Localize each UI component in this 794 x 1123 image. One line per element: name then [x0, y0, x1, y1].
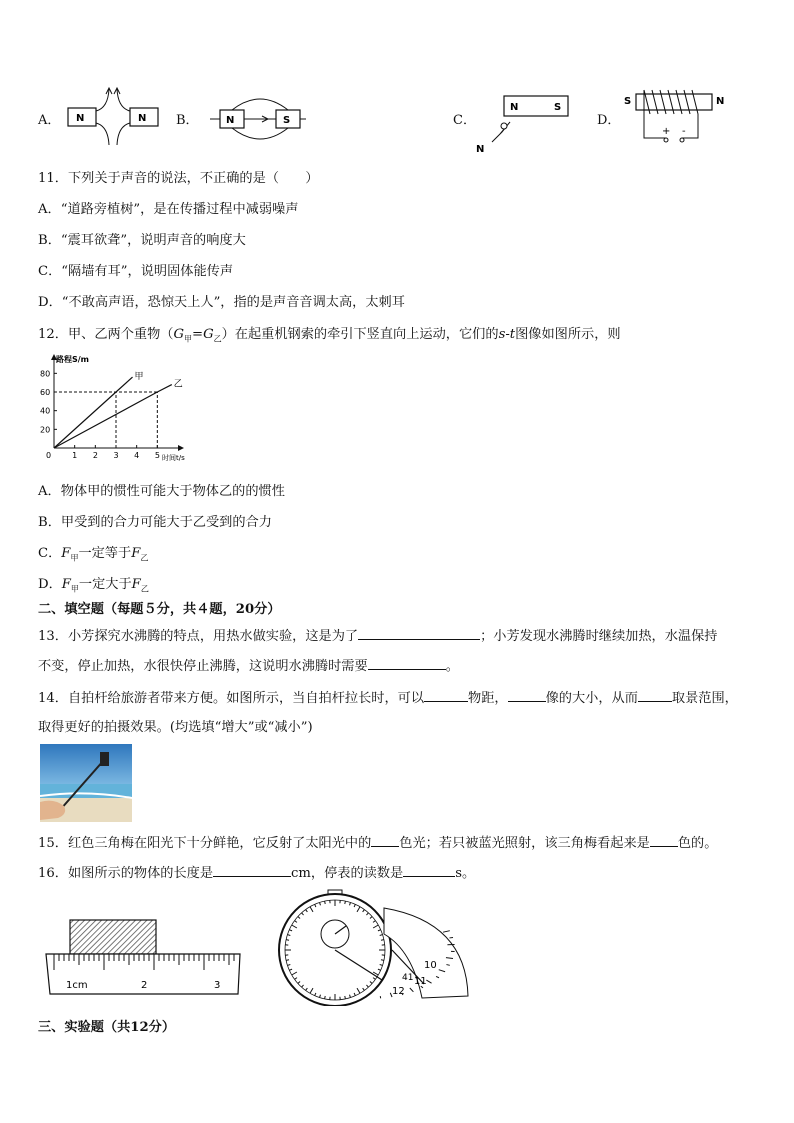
q11-option-b: B．“震耳欲聋”，说明声音的响度大	[38, 233, 246, 248]
q11-option-c: C．“隔墙有耳”，说明固体能传声	[38, 264, 234, 279]
q15-blank-2[interactable]	[650, 834, 678, 847]
section-3-title: 三、实验题（共12分）	[38, 1020, 176, 1035]
option-b-label: B．	[176, 113, 199, 128]
q16-line: 16．如图所示的物体的长度是 cm，停表的读数是 s。	[38, 866, 476, 881]
q15-line: 15．红色三角梅在阳光下十分鲜艳，它反射了太阳光中的 色光；若只被蓝光照射，该三角梅看起来是 色的。	[38, 836, 718, 851]
figure-b-right-pole: S	[283, 115, 291, 126]
figure-a-magnets	[64, 86, 164, 148]
stopwatch-figure	[272, 888, 482, 1006]
figure-d-plus: +	[662, 126, 671, 137]
ruler-label-3: 3	[214, 980, 221, 991]
x-tick-label-1: 1	[72, 451, 78, 460]
q14-blank-3[interactable]	[638, 689, 672, 702]
x-tick-label-4: 4	[134, 451, 140, 460]
q12-stem: 12．甲、乙两个重物$(G_甲=G_乙)$在起重机钢索的牵引下竖直向上运动，它们的s-t图像如图所示，则	[38, 327, 621, 344]
q16-blank-2[interactable]	[403, 864, 455, 877]
ruler-figure	[44, 898, 244, 998]
section-2-title: 二、填空题（每题５分，共４题，20分）	[38, 602, 281, 617]
q12-option-b: B．甲受到的合力可能大于乙受到的合力	[38, 515, 272, 530]
y-tick-label-60: 60	[40, 388, 51, 397]
figure-a-left-pole: N	[76, 113, 85, 124]
q11-option-a: A．“道路旁植树”，是在传播过程中减弱噪声	[38, 202, 299, 217]
q13-line-2: 不变，停止加热，水很快停止沸腾，这说明水沸腾时需要 。	[38, 659, 459, 674]
x-axis-arrow	[178, 445, 184, 451]
y-tick-label-40: 40	[40, 406, 51, 416]
figure-c-magnet-left: N	[510, 102, 519, 113]
option-a-label: A．	[38, 113, 61, 128]
selfie-stick-photo	[40, 744, 132, 822]
st-graph	[36, 352, 186, 467]
q11-stem: 11．下列关于声音的说法，不正确的是（ ）	[38, 171, 319, 186]
q12-option-d: D．$F_甲$一定大于$F_乙$	[38, 577, 149, 594]
x-axis-label: 时间t/s	[162, 454, 185, 462]
q13-blank-2[interactable]	[368, 657, 446, 670]
ruler-label-1cm: 1cm	[66, 980, 88, 991]
figure-c-magnet-needle	[474, 94, 574, 156]
y-tick-label-20: 20	[40, 425, 51, 435]
q13-line-1: 13．小芳探究水沸腾的特点，用热水做实验，这是为了 ；小芳发现水沸腾时继续加热，水温保持	[38, 629, 718, 644]
q14-blank-2[interactable]	[508, 689, 546, 702]
q14-blank-1[interactable]	[424, 689, 468, 702]
y-axis-label: 路程S/m	[56, 355, 90, 364]
figure-b-magnets	[206, 92, 306, 144]
figure-b-left-pole: N	[226, 115, 235, 126]
q16-blank-1[interactable]	[213, 864, 291, 877]
q12-option-c: C．$F_甲$一定等于$F_乙$	[38, 546, 149, 563]
q14-line-1: 14．自拍杆给旅游者带来方便。如图所示，当自拍杆拉长时，可以 物距， 像的大小，从而 取景范围，	[38, 691, 738, 706]
y-tick-label-80: 80	[40, 369, 51, 379]
series-label-jia: 甲	[134, 372, 144, 383]
q11-option-d: D．“不敢高声语，恐惊天上人”，指的是声音音调太高，太刺耳	[38, 295, 405, 310]
q12-option-a: A．物体甲的惯性可能大于物体乙的的惯性	[38, 484, 285, 499]
q15-blank-1[interactable]	[371, 834, 399, 847]
figure-d-right-pole: N	[716, 96, 725, 107]
series-label-yi: 乙	[173, 379, 183, 390]
figure-d-minus: -	[682, 126, 686, 137]
x-tick-label-0: 0	[46, 451, 52, 460]
stopwatch-label-10: 10	[424, 960, 437, 971]
figure-d-left-pole: S	[624, 96, 632, 107]
stopwatch-label-12: 12	[392, 986, 405, 997]
figure-a-right-pole: N	[138, 113, 147, 124]
x-tick-label-2: 2	[92, 451, 98, 460]
ruler-label-2: 2	[141, 980, 148, 991]
figure-c-magnet-right: S	[554, 102, 562, 113]
option-c-label: C．	[453, 113, 476, 128]
x-tick-label-5: 5	[154, 451, 160, 460]
stopwatch-label-41: 41	[402, 973, 414, 983]
x-tick-label-3: 3	[113, 451, 119, 460]
figure-d-solenoid	[622, 84, 728, 150]
stopwatch-label-11: 11	[414, 976, 427, 987]
q13-blank-1[interactable]	[358, 627, 480, 640]
q14-line-2: 取得更好的拍摄效果。(均选填“增大”或“减小”)	[38, 720, 313, 735]
option-d-label: D．	[597, 113, 621, 128]
series-line-jia	[54, 377, 133, 448]
figure-c-needle-pole: N	[476, 144, 485, 155]
measured-block	[70, 920, 156, 954]
